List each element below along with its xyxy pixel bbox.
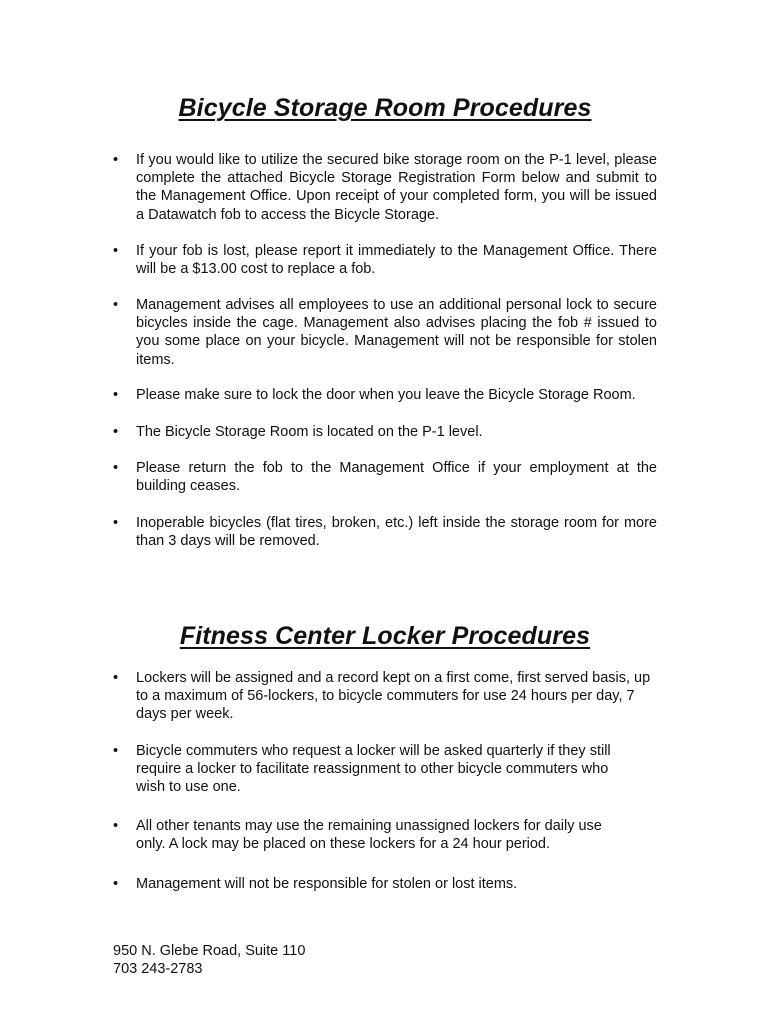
list-item-text: Management will not be responsible for stolen or lost items. <box>136 876 518 892</box>
bullet-icon: • <box>113 460 119 476</box>
list-item-text: Please return the fob to the Management Office if your employment at the building ceases. <box>136 460 657 495</box>
bullet-icon: • <box>113 297 119 313</box>
bullet-icon: • <box>113 387 119 403</box>
list-item-text: Inoperable bicycles (flat tires, broken, etc.) left inside the storage room for more than 3 days will be removed. <box>136 515 657 550</box>
bullet-icon: • <box>113 515 119 531</box>
bullet-icon: • <box>113 743 119 759</box>
list-item-text: Bicycle commuters who request a locker will be asked quarterly if they still require a locker to facilitate reassignment to other bicycle commuters who wish to use one. <box>136 743 611 796</box>
list-item-text: All other tenants may use the remaining unassigned lockers for daily use only. A lock may be placed on these lockers for a 24 hour period. <box>136 818 602 853</box>
bullet-icon: • <box>113 670 119 686</box>
list-item-text: If you would like to utilize the secured bike storage room on the P-1 level, please complete the attached Bicycle Storage Registration Form below and submit to the Management Office. Upon receipt of your completed form, you will be issued a Datawatch fob to access the Bicycle Storage. <box>136 152 657 223</box>
section-title-bicycle-storage: Bicycle Storage Room Procedures <box>178 94 592 122</box>
bullet-icon: • <box>113 243 119 259</box>
bullet-icon: • <box>113 424 119 440</box>
bullet-icon: • <box>113 818 119 834</box>
phone-line: 703 243-2783 <box>113 961 203 978</box>
address-line: 950 N. Glebe Road, Suite 110 <box>113 943 306 959</box>
contact-footer <box>113 942 305 978</box>
section-title-fitness-locker: Fitness Center Locker Procedures <box>179 622 591 650</box>
list-item-text: Please make sure to lock the door when you leave the Bicycle Storage Room. <box>136 387 636 403</box>
list-item-text: The Bicycle Storage Room is located on the P-1 level. <box>136 424 483 440</box>
list-item-text: Management advises all employees to use an additional personal lock to secure bicycles inside the cage. Management also advises placing the fob # issued to you some place on your bicycle. Management will not be responsible for stolen items. <box>136 297 657 368</box>
list-item-text: Lockers will be assigned and a record kept on a first come, first served basis, up to a maximum of 56-lockers, to bicycle commuters for use 24 hours per day, 7 days per week. <box>136 670 651 723</box>
list-item-text: If your fob is lost, please report it immediately to the Management Office. There will be a $13.00 cost to replace a fob. <box>136 243 657 278</box>
bullet-icon: • <box>113 152 119 168</box>
bullet-icon: • <box>113 876 119 892</box>
